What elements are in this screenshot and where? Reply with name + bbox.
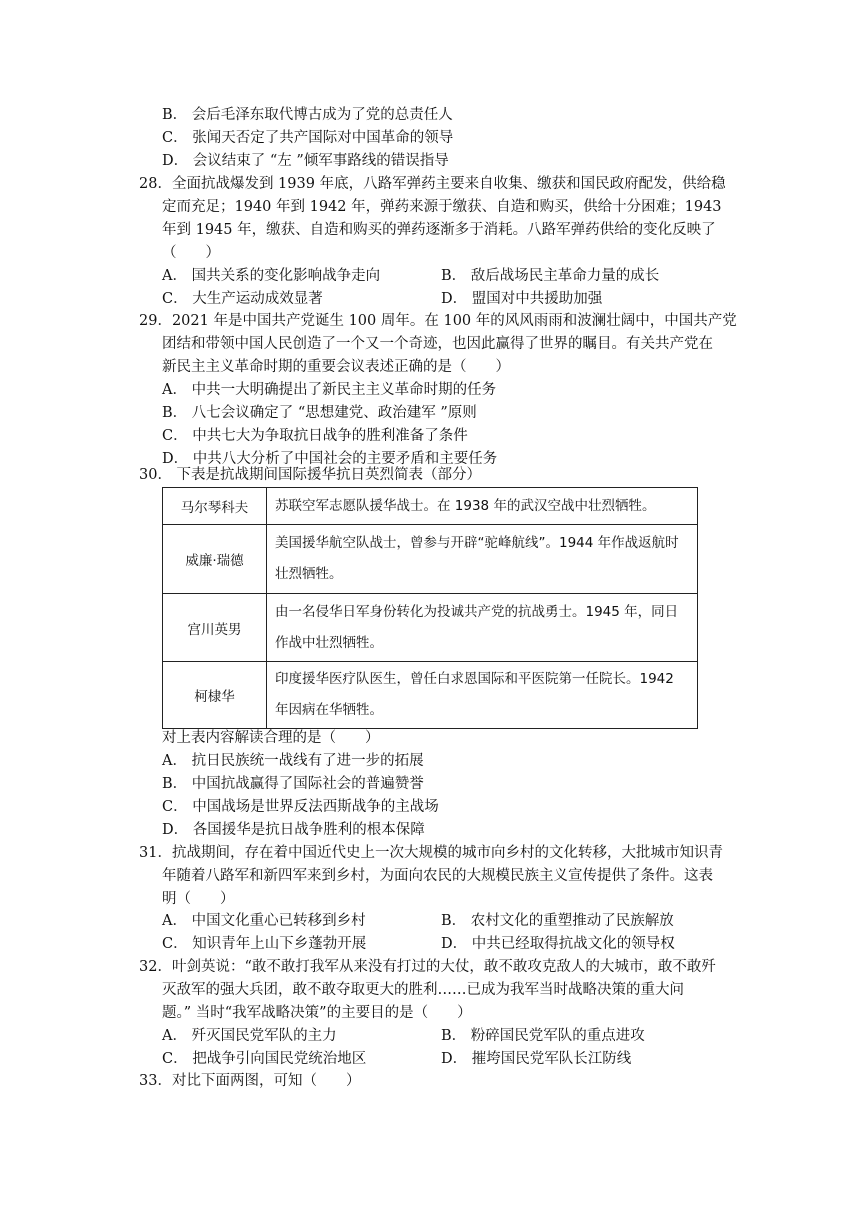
q29-option-b: B． 八七会议确定了 “思想建党、政治建军 ”原则 [162, 405, 477, 421]
table-cell-desc: 苏联空军志愿队援华战士。在 1938 年的武汉空战中壮烈牺牲。 [267, 488, 698, 525]
q32-stem-line-1: 32．叶剑英说：“敢不敢打我军从来没有打过的大仗，敢不敢攻克敌人的大城市，敢不敢歼 [139, 959, 716, 975]
q32-stem-line-3: 题。” 当时“我军战略决策”的主要目的是（ ） [162, 1005, 472, 1021]
q31-stem-line-3: 明（ ） [162, 891, 235, 907]
table-cell-desc: 由一名侵华日军身份转化为投诚共产党的抗战勇士。1945 年，同日作战中壮烈牺牲。 [267, 594, 698, 662]
q31-option-a: A． 中国文化重心已转移到乡村 [162, 913, 366, 929]
q30-option-c: C． 中国战场是世界反法西斯战争的主战场 [162, 799, 439, 815]
q30-option-a: A． 抗日民族统一战线有了进一步的拓展 [162, 753, 424, 769]
q27-option-c: C． 张闻天否定了共产国际对中国革命的领导 [162, 130, 454, 146]
table-row [163, 488, 698, 525]
q32-option-b: B． 粉碎国民党军队的重点进攻 [441, 1028, 645, 1044]
table-cell-name: 宫川英男 [163, 594, 267, 662]
table-cell-name: 马尔琴科夫 [163, 488, 267, 525]
q29-option-d: D． 中共八大分析了中国社会的主要矛盾和主要任务 [162, 451, 498, 467]
q32-option-a: A． 歼灭国民党军队的主力 [162, 1028, 337, 1044]
q30-option-d: D． 各国援华是抗日战争胜利的根本保障 [162, 822, 425, 838]
q30-stem: 30． 下表是抗战期间国际援华抗日英烈简表（部分） [139, 467, 482, 483]
table-row [163, 594, 698, 662]
q29-stem-line-1: 29．2021 年是中国共产党诞生 100 周年。在 100 年的风风雨雨和波澜壮阔中，中国共产党 [139, 313, 737, 329]
q31-option-c: C． 知识青年上山下乡蓬勃开展 [162, 936, 367, 952]
q32-option-d: D． 摧垮国民党军队长江防线 [441, 1051, 632, 1067]
q30-option-b: B． 中国抗战赢得了国际社会的普遍赞誉 [162, 776, 424, 792]
q31-stem-line-2: 年随着八路军和新四军来到乡村，为面向农民的大规模民族主义宣传提供了条件。这表 [162, 868, 713, 884]
table-cell-name: 威廉·瑞德 [163, 525, 267, 594]
q28-option-a: A． 国共关系的变化影响战争走向 [162, 268, 381, 284]
q28-stem-line-1: 28．全面抗战爆发到 1939 年底，八路军弹药主要来自收集、缴获和国民政府配发，供给稳 [139, 176, 726, 192]
q27-option-b: B． 会后毛泽东取代博古成为了党的总责任人 [162, 107, 453, 123]
table-row [163, 662, 698, 729]
q33-stem: 33．对比下面两图，可知（ ） [139, 1073, 361, 1089]
q32-stem-line-2: 灭敌军的强大兵团，敢不敢夺取更大的胜利……已成为我军当时战略决策的重大问 [162, 982, 684, 998]
q31-stem-line-1: 31．抗战期间，存在着中国近代史上一次大规模的城市向乡村的文化转移，大批城市知识青 [139, 845, 723, 861]
q29-option-a: A． 中共一大明确提出了新民主主义革命时期的任务 [162, 382, 497, 398]
q29-stem-line-3: 新民主主义革命时期的重要会议表述正确的是（ ） [162, 359, 510, 375]
q28-option-b: B． 敌后战场民主革命力量的成长 [441, 268, 660, 284]
table-cell-desc: 印度援华医疗队医生，曾任白求恩国际和平医院第一任院长。1942 年因病在华牺牲。 [267, 662, 698, 729]
q28-stem-line-2: 定而充足；1940 年到 1942 年，弹药来源于缴获、自造和购买，供给十分困难；1943 [162, 199, 722, 215]
heroes-table [162, 487, 698, 729]
q30-question: 对上表内容解读合理的是（ ） [162, 730, 380, 746]
table-cell-desc: 美国援华航空队战士，曾参与开辟“驼峰航线”。1944 年作战返航时壮烈牺牲。 [267, 525, 698, 594]
q29-option-c: C． 中共七大为争取抗日战争的胜利准备了条件 [162, 428, 468, 444]
q31-option-b: B． 农村文化的重塑推动了民族解放 [441, 913, 674, 929]
q31-option-d: D． 中共已经取得抗战文化的领导权 [441, 936, 675, 952]
q28-stem-line-3: 年到 1945 年，缴获、自造和购买的弹药逐渐多于消耗。八路军弹药供给的变化反映了 [162, 222, 716, 238]
q28-option-c: C． 大生产运动成效显著 [162, 291, 323, 307]
table-cell-name: 柯棣华 [163, 662, 267, 729]
q29-stem-line-2: 团结和带领中国人民创造了一个又一个奇迹，也因此赢得了世界的瞩目。有关共产党在 [162, 336, 713, 352]
q27-option-d: D． 会议结束了 “左 ”倾军事路线的错误指导 [162, 153, 449, 169]
table-row [163, 525, 698, 594]
q28-stem-line-4: （ ） [162, 245, 220, 261]
q32-option-c: C． 把战争引向国民党统治地区 [162, 1051, 367, 1067]
q28-option-d: D． 盟国对中共援助加强 [441, 291, 603, 307]
